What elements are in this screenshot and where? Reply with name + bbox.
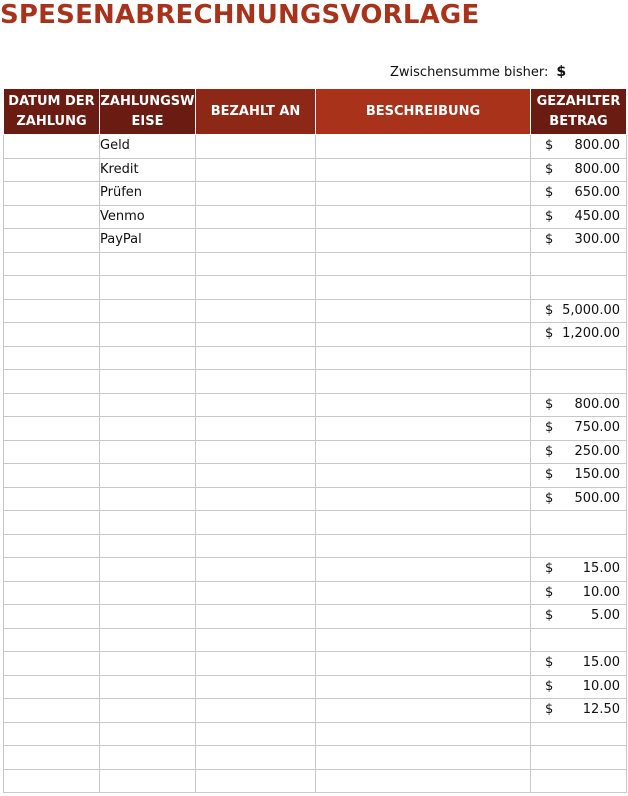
amount-cell[interactable] (531, 393, 627, 417)
table-row (4, 229, 627, 253)
amount-cell[interactable] (531, 205, 627, 229)
amount-value: 5,000.00 (562, 302, 620, 318)
table-row (4, 628, 627, 652)
date-cell[interactable] (4, 722, 100, 746)
table-row (4, 558, 627, 582)
description-cell[interactable] (316, 158, 531, 182)
date-cell[interactable] (4, 605, 100, 629)
table-header-row (4, 89, 627, 135)
amount-cell[interactable] (531, 276, 627, 300)
table-row (4, 534, 627, 558)
amount-value: 800.00 (574, 396, 620, 412)
description-cell[interactable] (316, 346, 531, 370)
payment-method-cell[interactable] (100, 487, 196, 511)
description-cell[interactable] (316, 252, 531, 276)
paid-to-cell[interactable] (196, 652, 316, 676)
date-cell[interactable] (4, 440, 100, 464)
table-row (4, 769, 627, 793)
table-row (4, 158, 627, 182)
subtotal-label: Zwischensumme bisher: (390, 65, 549, 80)
payment-method-cell[interactable] (100, 699, 196, 723)
amount-cell[interactable] (531, 346, 627, 370)
payment-method-cell[interactable]: Venmo (100, 205, 196, 229)
date-cell[interactable] (4, 158, 100, 182)
date-cell[interactable] (4, 323, 100, 347)
table-row (4, 299, 627, 323)
table-row (4, 440, 627, 464)
payment-method-cell[interactable] (100, 370, 196, 394)
date-cell[interactable] (4, 652, 100, 676)
payment-method-cell[interactable] (100, 746, 196, 770)
paid-to-cell[interactable] (196, 417, 316, 441)
column-header-description: BESCHREIBUNG (316, 89, 531, 135)
description-cell[interactable] (316, 229, 531, 253)
payment-method-cell[interactable]: Kredit (100, 158, 196, 182)
amount-value: 750.00 (574, 420, 620, 435)
paid-to-cell[interactable] (196, 511, 316, 535)
table-row (4, 581, 627, 605)
date-cell[interactable] (4, 346, 100, 370)
date-cell[interactable] (4, 370, 100, 394)
amount-value: 15.00 (582, 561, 620, 576)
amount-value: 5.00 (591, 608, 620, 623)
amount-cell[interactable] (531, 511, 627, 535)
description-cell[interactable] (316, 511, 531, 535)
paid-to-cell[interactable] (196, 182, 316, 206)
paid-to-cell[interactable] (196, 393, 316, 417)
description-cell[interactable] (316, 581, 531, 605)
table-row (4, 323, 627, 347)
date-cell[interactable] (4, 276, 100, 300)
table-row (4, 652, 627, 676)
payment-method-cell[interactable] (100, 581, 196, 605)
date-cell[interactable] (4, 135, 100, 159)
paid-to-cell[interactable] (196, 534, 316, 558)
payment-method-cell[interactable] (100, 628, 196, 652)
payment-method-cell[interactable] (100, 511, 196, 535)
expense-table (3, 88, 627, 793)
date-cell[interactable] (4, 417, 100, 441)
description-cell[interactable] (316, 675, 531, 699)
amount-currency: $ (545, 420, 554, 435)
amount-value: 1,200.00 (562, 326, 620, 341)
payment-method-cell[interactable] (100, 346, 196, 370)
description-cell[interactable] (316, 205, 531, 229)
amount-value: 150.00 (574, 467, 620, 482)
amount-currency: $ (545, 561, 554, 576)
amount-value: 15.00 (582, 655, 620, 670)
paid-to-cell[interactable] (196, 229, 316, 253)
amount-value: 10.00 (582, 584, 620, 600)
amount-value: 10.00 (582, 678, 620, 694)
paid-to-cell[interactable] (196, 699, 316, 723)
amount-currency: $ (545, 490, 554, 506)
amount-cell[interactable] (531, 605, 627, 629)
description-cell[interactable] (316, 652, 531, 676)
table-row (4, 182, 627, 206)
paid-to-cell[interactable] (196, 252, 316, 276)
payment-method-cell[interactable] (100, 605, 196, 629)
paid-to-cell[interactable] (196, 299, 316, 323)
payment-method-cell[interactable] (100, 417, 196, 441)
amount-value: 300.00 (574, 232, 620, 247)
payment-method-cell[interactable] (100, 440, 196, 464)
payment-method-cell[interactable] (100, 558, 196, 582)
date-cell[interactable] (4, 393, 100, 417)
description-cell[interactable] (316, 534, 531, 558)
table-row (4, 135, 627, 159)
paid-to-cell[interactable] (196, 135, 316, 159)
description-cell[interactable] (316, 182, 531, 206)
payment-method-cell[interactable] (100, 393, 196, 417)
payment-method-cell[interactable]: Prüfen (100, 182, 196, 206)
date-cell[interactable] (4, 229, 100, 253)
payment-method-cell[interactable]: PayPal (100, 229, 196, 253)
payment-method-cell[interactable] (100, 252, 196, 276)
description-cell[interactable] (316, 440, 531, 464)
date-cell[interactable] (4, 534, 100, 558)
paid-to-cell[interactable] (196, 558, 316, 582)
description-cell[interactable] (316, 370, 531, 394)
amount-cell[interactable] (531, 370, 627, 394)
date-cell[interactable] (4, 464, 100, 488)
amount-currency: $ (545, 161, 554, 177)
paid-to-cell[interactable] (196, 370, 316, 394)
amount-currency: $ (545, 326, 554, 341)
paid-to-cell[interactable] (196, 487, 316, 511)
date-cell[interactable] (4, 205, 100, 229)
description-cell[interactable] (316, 417, 531, 441)
description-cell[interactable] (316, 699, 531, 723)
amount-value: 800.00 (574, 161, 620, 177)
description-cell[interactable] (316, 487, 531, 511)
description-cell[interactable] (316, 605, 531, 629)
paid-to-cell[interactable] (196, 722, 316, 746)
description-cell[interactable] (316, 746, 531, 770)
table-row (4, 722, 627, 746)
table-row (4, 370, 627, 394)
column-header-amount-paid: GEZAHLTER BETRAG (531, 89, 627, 135)
amount-value: 500.00 (574, 490, 620, 506)
paid-to-cell[interactable] (196, 440, 316, 464)
description-cell[interactable] (316, 464, 531, 488)
paid-to-cell[interactable] (196, 675, 316, 699)
description-cell[interactable] (316, 769, 531, 793)
table-row (4, 487, 627, 511)
amount-cell[interactable] (531, 229, 627, 253)
amount-currency: $ (545, 702, 554, 717)
description-cell[interactable] (316, 323, 531, 347)
amount-currency: $ (545, 185, 554, 200)
amount-currency: $ (545, 208, 554, 224)
column-header-paid-to: BEZAHLT AN (196, 89, 316, 135)
amount-value: 250.00 (574, 443, 620, 459)
payment-method-cell[interactable] (100, 675, 196, 699)
payment-method-cell[interactable] (100, 323, 196, 347)
payment-method-cell[interactable]: Geld (100, 135, 196, 159)
payment-method-cell[interactable] (100, 769, 196, 793)
paid-to-cell[interactable] (196, 746, 316, 770)
paid-to-cell[interactable] (196, 464, 316, 488)
date-cell[interactable] (4, 252, 100, 276)
amount-cell[interactable] (531, 675, 627, 699)
table-row (4, 393, 627, 417)
amount-cell[interactable] (531, 252, 627, 276)
date-cell[interactable] (4, 511, 100, 535)
table-row (4, 464, 627, 488)
page-title: SPESENABRECHNUNGSVORLAGE (0, 0, 480, 30)
payment-method-cell[interactable] (100, 722, 196, 746)
payment-method-cell[interactable] (100, 464, 196, 488)
date-cell[interactable] (4, 558, 100, 582)
paid-to-cell[interactable] (196, 158, 316, 182)
table-row (4, 346, 627, 370)
amount-cell[interactable] (531, 769, 627, 793)
amount-currency: $ (545, 467, 554, 482)
column-header-payment-method: ZAHLUNGSWEISE (100, 89, 196, 135)
amount-cell[interactable] (531, 487, 627, 511)
amount-currency: $ (545, 302, 554, 318)
description-cell[interactable] (316, 299, 531, 323)
amount-cell[interactable] (531, 135, 627, 159)
date-cell[interactable] (4, 299, 100, 323)
amount-cell[interactable] (531, 652, 627, 676)
paid-to-cell[interactable] (196, 205, 316, 229)
amount-cell[interactable] (531, 440, 627, 464)
description-cell[interactable] (316, 276, 531, 300)
amount-value: 12.50 (582, 702, 620, 717)
table-row (4, 605, 627, 629)
table-row (4, 417, 627, 441)
description-cell[interactable] (316, 628, 531, 652)
paid-to-cell[interactable] (196, 581, 316, 605)
date-cell[interactable] (4, 628, 100, 652)
amount-currency: $ (545, 138, 554, 153)
paid-to-cell[interactable] (196, 628, 316, 652)
amount-cell[interactable] (531, 746, 627, 770)
amount-cell[interactable] (531, 182, 627, 206)
amount-cell[interactable] (531, 417, 627, 441)
table-row (4, 511, 627, 535)
amount-value: 800.00 (574, 138, 620, 153)
amount-cell[interactable] (531, 699, 627, 723)
amount-cell[interactable] (531, 323, 627, 347)
amount-currency: $ (545, 396, 554, 412)
amount-value: 650.00 (574, 185, 620, 200)
description-cell[interactable] (316, 393, 531, 417)
amount-cell[interactable] (531, 158, 627, 182)
paid-to-cell[interactable] (196, 605, 316, 629)
amount-cell[interactable] (531, 722, 627, 746)
table-row (4, 675, 627, 699)
table-row (4, 252, 627, 276)
date-cell[interactable] (4, 699, 100, 723)
date-cell[interactable] (4, 746, 100, 770)
amount-currency: $ (545, 443, 554, 459)
description-cell[interactable] (316, 722, 531, 746)
amount-cell[interactable] (531, 581, 627, 605)
paid-to-cell[interactable] (196, 276, 316, 300)
amount-value: 450.00 (574, 208, 620, 224)
amount-currency: $ (545, 655, 554, 670)
amount-cell[interactable] (531, 628, 627, 652)
paid-to-cell[interactable] (196, 346, 316, 370)
payment-method-cell[interactable] (100, 299, 196, 323)
description-cell[interactable] (316, 135, 531, 159)
amount-currency: $ (545, 584, 554, 600)
date-cell[interactable] (4, 769, 100, 793)
amount-currency: $ (545, 608, 554, 623)
description-cell[interactable] (316, 558, 531, 582)
payment-method-cell[interactable] (100, 652, 196, 676)
table-row (4, 699, 627, 723)
amount-cell[interactable] (531, 464, 627, 488)
date-cell[interactable] (4, 487, 100, 511)
date-cell[interactable] (4, 182, 100, 206)
column-header-payment-date: DATUM DER ZAHLUNG (4, 89, 100, 135)
amount-cell[interactable] (531, 558, 627, 582)
amount-currency: $ (545, 678, 554, 694)
table-row (4, 205, 627, 229)
table-row (4, 276, 627, 300)
subtotal-so-far (390, 63, 566, 81)
table-row (4, 746, 627, 770)
amount-cell[interactable] (531, 299, 627, 323)
date-cell[interactable] (4, 581, 100, 605)
date-cell[interactable] (4, 675, 100, 699)
payment-method-cell[interactable] (100, 276, 196, 300)
payment-method-cell[interactable] (100, 534, 196, 558)
subtotal-currency: $ (556, 64, 567, 80)
paid-to-cell[interactable] (196, 323, 316, 347)
amount-cell[interactable] (531, 534, 627, 558)
amount-currency: $ (545, 232, 554, 247)
paid-to-cell[interactable] (196, 769, 316, 793)
